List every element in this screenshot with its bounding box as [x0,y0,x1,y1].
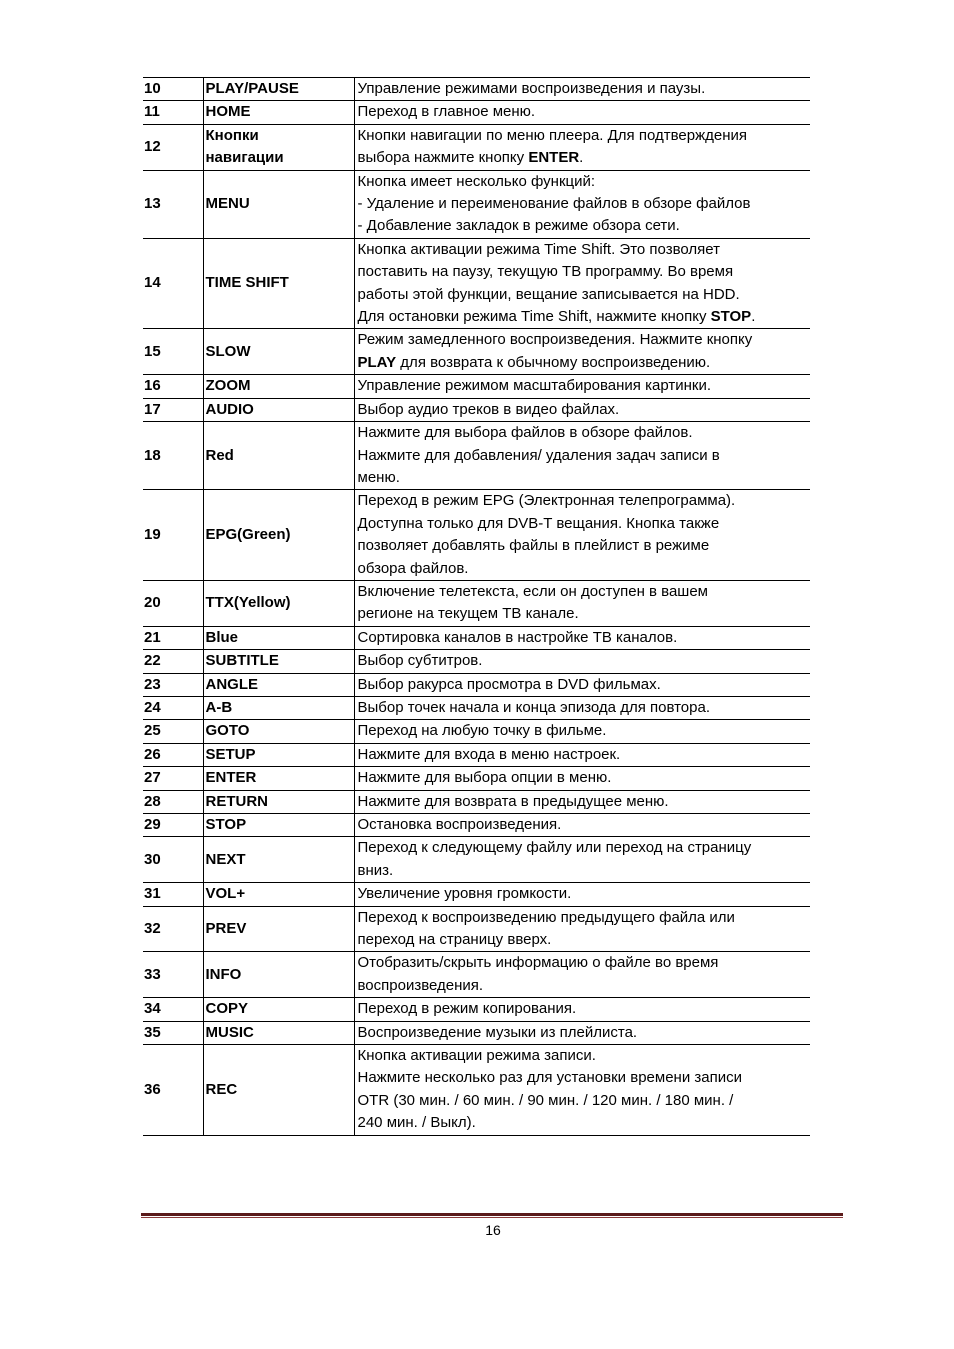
description-line [358,1090,809,1112]
row-number: 13 [143,170,203,238]
button-name-line: Кнопки [205,126,259,144]
button-name [203,101,354,124]
table-row [143,422,810,490]
button-name [203,1021,354,1044]
button-name-line: SUBTITLE [205,652,279,670]
button-description [354,238,810,329]
button-name-line: PREV [205,919,247,937]
button-name-line: SETUP [205,745,256,763]
description-line [358,375,809,397]
button-name-line: Blue [205,628,239,646]
description-line [358,720,809,742]
description-line [358,929,809,951]
description-text: 240 мин. / Выкл). [357,1114,476,1132]
button-name [203,650,354,673]
button-name [203,883,354,906]
button-name [203,626,354,649]
button-name-line: GOTO [205,722,250,740]
row-number: 32 [143,906,203,952]
description-text: Нажмите для возврата в предыдущее меню. [357,792,669,810]
button-description [354,626,810,649]
description-line [358,744,809,766]
button-name-line: REC [205,1080,238,1098]
row-number: 35 [143,1021,203,1044]
description-line [358,558,809,580]
table-row [143,720,810,743]
description-line [358,261,809,283]
table-row [143,238,810,329]
description-line [358,171,809,193]
table-row [143,78,810,101]
button-name-line: ENTER [205,769,257,787]
description-text: Сортировка каналов в настройке ТВ каналов. [357,628,678,646]
table-row [143,906,810,952]
description-line [358,767,809,789]
table-row [143,398,810,421]
description-text: Нажмите для выбора опции в меню. [357,769,612,787]
description-keyword: PLAY [357,353,397,371]
row-number: 22 [143,650,203,673]
description-text: Увеличение уровня громкости. [357,885,572,903]
description-text: Воспроизведение музыки из плейлиста. [357,1023,638,1041]
description-text: Режим замедленного воспроизведения. Нажмите кнопку [357,331,753,349]
button-name-line: MENU [205,195,250,213]
table-row [143,814,810,837]
button-name [203,998,354,1021]
row-number: 26 [143,743,203,766]
button-description [354,998,810,1021]
button-description [354,883,810,906]
description-line [358,193,809,215]
description-text: Переход в главное меню. [357,103,536,121]
description-text: вниз. [357,861,394,879]
description-text: Переход в режим EPG (Электронная телепрограмма). [357,492,736,510]
description-text: Выбор точек начала и конца эпизода для повтора. [357,698,710,716]
button-name-line: A-B [205,698,233,716]
button-name [203,375,354,398]
button-name-line: COPY [205,1000,249,1018]
table-row [143,743,810,766]
description-text: обзора файлов. [357,559,469,577]
description-text: Нажмите для выбора файлов в обзоре файлов. [357,424,693,442]
button-name-line: RETURN [205,792,268,810]
button-name [203,580,354,626]
description-line [358,329,809,351]
button-description [354,814,810,837]
description-line [358,697,809,719]
row-number: 17 [143,398,203,421]
table-row [143,490,810,581]
button-description [354,650,810,673]
button-description [354,720,810,743]
button-description [354,580,810,626]
description-text: Включение телетекста, если он доступен в вашем [357,582,708,600]
table-row [143,1045,810,1136]
table-row [143,375,810,398]
button-name [203,329,354,375]
description-text: позволяет добавлять файлы в плейлист в режиме [357,537,710,555]
description-line [358,581,809,603]
description-text: Переход в режим копирования. [357,1000,577,1018]
description-line [358,603,809,625]
description-line [358,490,809,512]
row-number: 23 [143,673,203,696]
row-number: 24 [143,696,203,719]
description-line [358,284,809,306]
description-text: - Добавление закладок в режиме обзора сети. [357,217,680,235]
row-number: 18 [143,422,203,490]
button-name-line: HOME [205,103,251,121]
description-line [358,883,809,905]
description-line [358,352,809,374]
button-name-line: STOP [205,816,247,833]
button-name [203,124,354,170]
description-line [358,1067,809,1089]
description-line [358,513,809,535]
button-name [203,743,354,766]
button-name [203,1045,354,1136]
button-name [203,767,354,790]
footer-divider-thin [141,1217,843,1218]
row-number: 25 [143,720,203,743]
description-text: . [579,149,584,167]
description-text: OTR (30 мин. / 60 мин. / 90 мин. / 120 мин. / 180 мин. / [357,1091,734,1109]
button-name-line: навигации [205,149,284,167]
description-text: поставить на паузу, текущую ТВ программу. Во время [357,263,734,281]
remote-buttons-table [143,77,810,1136]
description-line [358,445,809,467]
description-text: воспроизведения. [357,976,484,994]
button-name [203,398,354,421]
table-body [143,78,810,1136]
table-row [143,124,810,170]
button-description [354,398,810,421]
button-name-line: VOL+ [205,885,246,903]
table-row [143,673,810,696]
table-row [143,580,810,626]
description-text: Управление режимами воспроизведения и паузы. [357,80,706,97]
row-number: 12 [143,124,203,170]
button-name [203,238,354,329]
button-name-line: Red [205,446,234,464]
button-description [354,906,810,952]
description-line [358,125,809,147]
button-description [354,124,810,170]
row-number: 14 [143,238,203,329]
description-text: Нажмите для входа в меню настроек. [357,745,621,763]
description-text: Выбор субтитров. [357,652,483,670]
button-name [203,78,354,101]
description-line [358,975,809,997]
description-text: Доступна только для DVB-T вещания. Кнопка также [357,514,720,532]
button-description [354,1021,810,1044]
description-keyword: STOP [710,308,752,326]
description-line [358,814,809,836]
button-name [203,490,354,581]
table-row [143,626,810,649]
description-text: Остановка воспроизведения. [357,816,562,833]
button-name [203,837,354,883]
description-text: Выбор аудио треков в видео файлах. [357,400,620,418]
description-text: Кнопки навигации по меню плеера. Для подтверждения [357,126,747,144]
button-name-line: PLAY/PAUSE [205,80,299,97]
description-text: Переход на любую точку в фильме. [357,722,607,740]
row-number: 29 [143,814,203,837]
table-row [143,767,810,790]
button-description [354,422,810,490]
description-line [358,837,809,859]
button-name-line: NEXT [205,850,246,868]
table-row [143,696,810,719]
description-text: переход на страницу вверх. [357,931,552,949]
description-line [358,998,809,1020]
button-description [354,696,810,719]
button-description [354,767,810,790]
description-line [358,306,809,328]
table-row [143,883,810,906]
button-name [203,673,354,696]
row-number: 11 [143,101,203,124]
button-description [354,329,810,375]
button-name-line: TIME SHIFT [205,274,289,292]
button-description [354,375,810,398]
button-description [354,101,810,124]
button-description [354,790,810,813]
button-name [203,170,354,238]
description-line [358,1045,809,1067]
button-name [203,790,354,813]
button-description [354,837,810,883]
button-description [354,673,810,696]
row-number: 36 [143,1045,203,1136]
description-text: Кнопка активации режима записи. [357,1047,596,1065]
description-line [358,650,809,672]
table-row [143,998,810,1021]
button-description [354,952,810,998]
table-row [143,952,810,998]
row-number: 10 [143,78,203,101]
description-line [358,1112,809,1134]
button-name [203,720,354,743]
button-name [203,906,354,952]
button-name-line: SLOW [205,342,251,360]
description-text: - Удаление и переименование файлов в обзоре файлов [357,195,751,213]
button-name-line: INFO [205,965,242,983]
row-number: 16 [143,375,203,398]
description-line [358,907,809,929]
row-number: 34 [143,998,203,1021]
button-name [203,422,354,490]
table-row [143,650,810,673]
description-text: Управление режимом масштабирования картинки. [357,377,711,395]
button-description [354,490,810,581]
description-line [358,215,809,237]
row-number: 20 [143,580,203,626]
table-row [143,790,810,813]
table-row [143,1021,810,1044]
description-text: Кнопка имеет несколько функций: [357,172,596,190]
description-text: Выбор ракурса просмотра в DVD фильмах. [357,675,661,693]
table-row [143,329,810,375]
description-line [358,1022,809,1044]
table-row [143,101,810,124]
description-line [358,239,809,261]
button-name [203,696,354,719]
button-name-line: ANGLE [205,675,258,693]
row-number: 28 [143,790,203,813]
description-text: Переход к следующему файлу или переход на страницу [357,839,752,857]
button-name-line: EPG(Green) [205,525,291,543]
description-keyword: ENTER [528,149,580,167]
description-line [358,627,809,649]
button-description [354,170,810,238]
description-line [358,399,809,421]
table-row [143,837,810,883]
row-number: 21 [143,626,203,649]
button-name-line: MUSIC [205,1023,254,1041]
description-text: Нажмите для добавления/ удаления задач записи в [357,446,720,464]
page-number: 16 [485,1222,501,1238]
button-description [354,78,810,101]
row-number: 19 [143,490,203,581]
button-description [354,743,810,766]
description-text: Отобразить/скрыть информацию о файле во время [357,954,719,972]
footer-divider [141,1213,843,1216]
button-name-line: TTX(Yellow) [205,594,291,612]
description-text: Переход к воспроизведению предыдущего файла или [357,908,735,926]
button-name [203,814,354,837]
description-text: работы этой функции, вещание записывается на HDD. [357,285,740,303]
description-text: выбора нажмите кнопку [357,149,529,167]
description-line [358,535,809,557]
table-row [143,170,810,238]
description-line [358,78,809,100]
button-description [354,1045,810,1136]
description-line [358,467,809,489]
description-line [358,791,809,813]
row-number: 27 [143,767,203,790]
description-text: Нажмите несколько раз для установки времени записи [357,1069,742,1087]
button-name [203,952,354,998]
row-number: 33 [143,952,203,998]
row-number: 31 [143,883,203,906]
description-line [358,422,809,444]
description-line [358,860,809,882]
description-line [358,674,809,696]
row-number: 15 [143,329,203,375]
button-name-line: ZOOM [205,377,251,395]
description-text: Для остановки режима Time Shift, нажмите кнопку [357,308,711,326]
button-name-line: AUDIO [205,400,254,418]
description-text: для возврата к обычному воспроизведению. [396,353,711,371]
description-text: . [751,308,756,326]
description-text: регионе на текущем ТВ канале. [357,605,579,623]
description-line [358,952,809,974]
description-line [358,147,809,169]
description-text: меню. [357,468,400,486]
description-text: Кнопка активации режима Time Shift. Это позволяет [357,240,720,258]
description-line [358,101,809,123]
row-number: 30 [143,837,203,883]
